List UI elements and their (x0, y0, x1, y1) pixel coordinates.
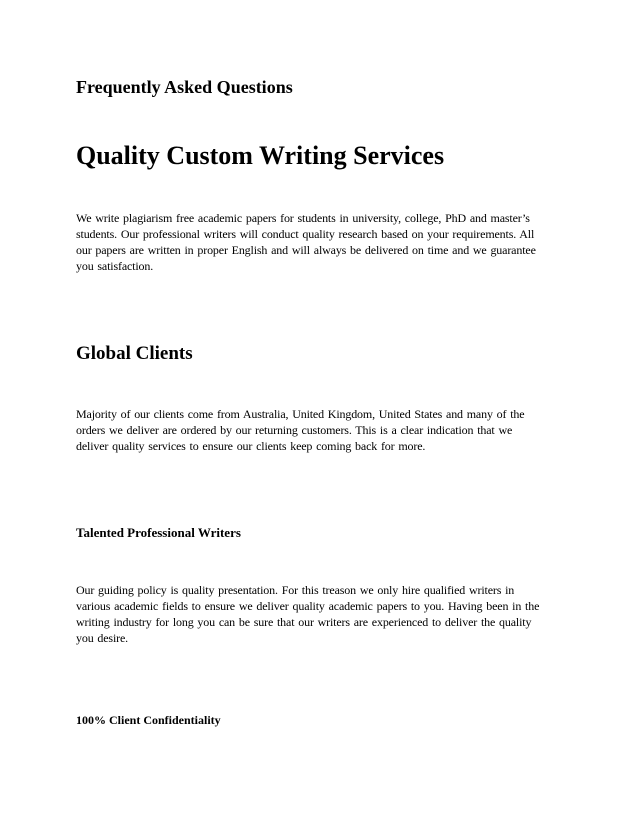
client-confidentiality-heading: 100% Client Confidentiality (76, 713, 221, 727)
faq-heading: Frequently Asked Questions (76, 77, 293, 97)
paragraph-line: our papers are written in proper English and will always be delivered on time and we guarantee (76, 243, 536, 257)
quality-services-heading: Quality Custom Writing Services (76, 141, 445, 170)
global-clients-heading: Global Clients (76, 343, 193, 364)
paragraph-line: students. Our professional writers will conduct quality research based on your requirements. All (76, 227, 535, 241)
paragraph-line: deliver quality services to ensure our clients keep coming back for more. (76, 439, 426, 453)
paragraph-line: We write plagiarism free academic papers for students in university, college, PhD and master’s (76, 211, 530, 225)
paragraph-line: various academic fields to ensure we deliver quality academic papers to you. Having been in the (76, 599, 540, 613)
paragraph-line: you satisfaction. (76, 259, 154, 273)
paragraph-line: Our guiding policy is quality presentation. For this treason we only hire qualified writers in (76, 583, 515, 597)
paragraph-line: you desire. (76, 631, 129, 645)
paragraph-line: orders we deliver are ordered by our returning customers. This is a clear indication that we (76, 423, 513, 437)
talented-writers-paragraph (76, 582, 566, 646)
talented-writers-heading: Talented Professional Writers (76, 525, 241, 540)
global-clients-paragraph (76, 406, 566, 454)
paragraph-line: Majority of our clients come from Australia, United Kingdom, United States and many of the (76, 407, 525, 421)
paragraph-line: writing industry for long you can be sure that our writers are experienced to deliver the quality (76, 615, 532, 629)
quality-services-paragraph (76, 210, 566, 274)
